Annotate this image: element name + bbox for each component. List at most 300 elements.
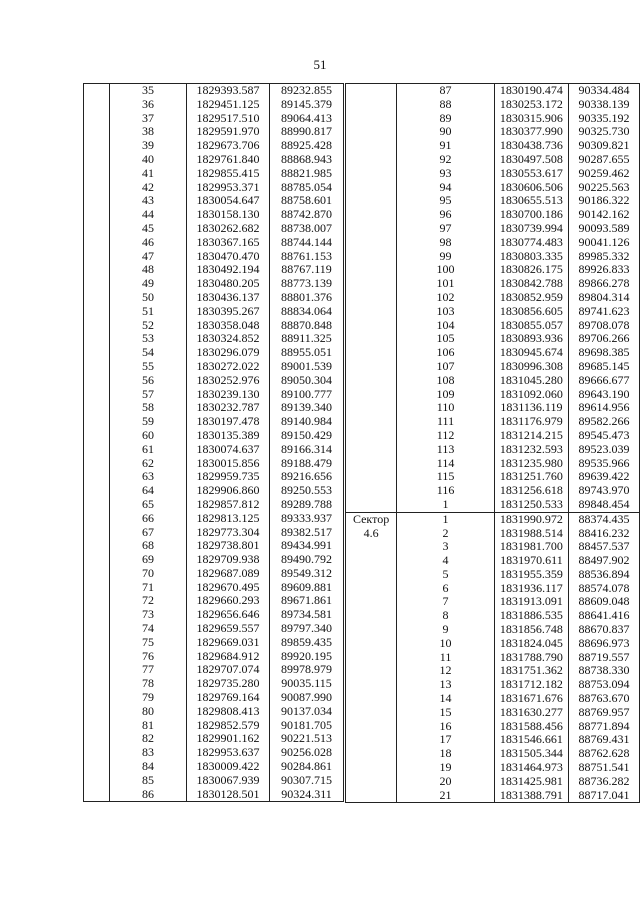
y-coordinate: 88536.894	[568, 568, 639, 582]
point-number: 42	[110, 181, 187, 195]
y-coordinate: 90309.821	[568, 139, 639, 153]
x-coordinate: 1831788.790	[494, 651, 568, 665]
y-coordinate: 89100.777	[270, 388, 344, 402]
point-number: 84	[110, 760, 187, 774]
table-row	[84, 319, 344, 333]
y-coordinate: 88416.232	[568, 527, 639, 541]
point-number: 116	[397, 484, 495, 498]
y-coordinate: 89150.429	[270, 429, 344, 443]
y-coordinate: 90307.715	[270, 774, 344, 788]
y-coordinate: 90324.311	[270, 788, 344, 802]
point-number: 70	[110, 567, 187, 581]
y-coordinate: 89545.473	[568, 429, 639, 443]
y-coordinate: 90335.192	[568, 112, 639, 126]
x-coordinate: 1829808.413	[187, 705, 270, 719]
x-coordinate: 1830655.513	[494, 194, 568, 208]
table-row	[84, 360, 344, 374]
point-number: 100	[397, 263, 495, 277]
y-coordinate: 89685.145	[568, 360, 639, 374]
y-coordinate: 89804.314	[568, 291, 639, 305]
table-row	[84, 636, 344, 650]
y-coordinate: 90221.513	[270, 732, 344, 746]
point-number: 88	[397, 98, 495, 112]
point-number: 102	[397, 291, 495, 305]
table-row	[84, 470, 344, 484]
point-number: 75	[110, 636, 187, 650]
y-coordinate: 89708.078	[568, 319, 639, 333]
x-coordinate: 1831630.277	[494, 706, 568, 720]
x-coordinate: 1830367.165	[187, 236, 270, 250]
x-coordinate: 1831214.215	[494, 429, 568, 443]
y-coordinate: 89145.379	[270, 98, 344, 112]
table-row	[84, 139, 344, 153]
x-coordinate: 1830324.852	[187, 332, 270, 346]
table-row	[84, 346, 344, 360]
y-coordinate: 88696.973	[568, 637, 639, 651]
point-number: 11	[397, 651, 495, 665]
point-number: 73	[110, 608, 187, 622]
point-number: 96	[397, 208, 495, 222]
y-coordinate: 89848.454	[568, 498, 639, 512]
x-coordinate: 1831990.972	[494, 512, 568, 526]
y-coordinate: 89734.581	[270, 608, 344, 622]
x-coordinate: 1831251.760	[494, 470, 568, 484]
table-row	[84, 194, 344, 208]
coordinates-table-left	[83, 83, 344, 802]
x-coordinate: 1830009.422	[187, 760, 270, 774]
x-coordinate: 1830842.788	[494, 277, 568, 291]
y-coordinate: 89985.332	[568, 250, 639, 264]
table-row	[84, 705, 344, 719]
y-coordinate: 88761.153	[270, 250, 344, 264]
x-coordinate: 1830470.470	[187, 250, 270, 264]
point-number: 79	[110, 691, 187, 705]
point-number: 87	[397, 84, 495, 98]
point-number: 59	[110, 415, 187, 429]
point-number: 54	[110, 346, 187, 360]
x-coordinate: 1830492.194	[187, 263, 270, 277]
y-coordinate: 88773.139	[270, 277, 344, 291]
y-coordinate: 90225.563	[568, 181, 639, 195]
x-coordinate: 1830067.939	[187, 774, 270, 788]
point-number: 20	[397, 775, 495, 789]
y-coordinate: 90041.126	[568, 236, 639, 250]
table-row	[84, 112, 344, 126]
point-number: 95	[397, 194, 495, 208]
point-number: 52	[110, 319, 187, 333]
y-coordinate: 88744.144	[270, 236, 344, 250]
x-coordinate: 1831886.535	[494, 609, 568, 623]
table-row	[84, 650, 344, 664]
point-number: 74	[110, 622, 187, 636]
x-coordinate: 1829670.495	[187, 581, 270, 595]
y-coordinate: 90137.034	[270, 705, 344, 719]
x-coordinate: 1830996.308	[494, 360, 568, 374]
y-coordinate: 89582.266	[568, 415, 639, 429]
x-coordinate: 1831092.060	[494, 388, 568, 402]
x-coordinate: 1831425.981	[494, 775, 568, 789]
y-coordinate: 88762.628	[568, 747, 639, 761]
point-number: 93	[397, 167, 495, 181]
point-number: 45	[110, 222, 187, 236]
x-coordinate: 1830377.990	[494, 125, 568, 139]
point-number: 50	[110, 291, 187, 305]
y-coordinate: 89333.937	[270, 512, 344, 526]
point-number: 89	[397, 112, 495, 126]
y-coordinate: 88763.670	[568, 692, 639, 706]
y-coordinate: 89166.314	[270, 443, 344, 457]
x-coordinate: 1831045.280	[494, 374, 568, 388]
point-number: 46	[110, 236, 187, 250]
y-coordinate: 89866.278	[568, 277, 639, 291]
y-coordinate: 89289.788	[270, 498, 344, 512]
x-coordinate: 1831913.091	[494, 595, 568, 609]
y-coordinate: 89139.340	[270, 401, 344, 415]
table-row	[84, 332, 344, 346]
point-number: 35	[110, 84, 187, 98]
y-coordinate: 89523.039	[568, 443, 639, 457]
x-coordinate: 1830253.172	[494, 98, 568, 112]
y-coordinate: 88738.330	[568, 664, 639, 678]
y-coordinate: 89549.312	[270, 567, 344, 581]
page-number: 51	[313, 57, 327, 72]
x-coordinate: 1831546.661	[494, 733, 568, 747]
point-number: 64	[110, 484, 187, 498]
y-coordinate: 89609.881	[270, 581, 344, 595]
x-coordinate: 1829659.557	[187, 622, 270, 636]
y-coordinate: 90181.705	[270, 719, 344, 733]
x-coordinate: 1831235.980	[494, 457, 568, 471]
point-number: 15	[397, 706, 495, 720]
x-coordinate: 1830497.508	[494, 153, 568, 167]
y-coordinate: 88925.428	[270, 139, 344, 153]
table-row	[84, 622, 344, 636]
table-row	[84, 539, 344, 553]
x-coordinate: 1831505.344	[494, 747, 568, 761]
x-coordinate: 1831988.514	[494, 527, 568, 541]
y-coordinate: 88641.416	[568, 609, 639, 623]
y-coordinate: 90325.730	[568, 125, 639, 139]
x-coordinate: 1830232.787	[187, 401, 270, 415]
sector-label	[346, 512, 397, 803]
x-coordinate: 1830436.137	[187, 291, 270, 305]
point-number: 4	[397, 554, 495, 568]
y-coordinate: 89382.517	[270, 526, 344, 540]
table-row	[84, 746, 344, 760]
point-number: 67	[110, 526, 187, 540]
y-coordinate: 89188.479	[270, 457, 344, 471]
point-number: 90	[397, 125, 495, 139]
point-number: 101	[397, 277, 495, 291]
point-number: 66	[110, 512, 187, 526]
table-row	[84, 250, 344, 264]
x-coordinate: 1829773.304	[187, 526, 270, 540]
x-coordinate: 1830190.474	[494, 84, 568, 98]
x-coordinate: 1830272.022	[187, 360, 270, 374]
table-row	[84, 415, 344, 429]
point-number: 21	[397, 789, 495, 803]
y-coordinate: 88955.051	[270, 346, 344, 360]
y-coordinate: 89535.966	[568, 457, 639, 471]
point-number: 111	[397, 415, 495, 429]
y-coordinate: 88990.817	[270, 125, 344, 139]
x-coordinate: 1830239.130	[187, 388, 270, 402]
point-number: 65	[110, 498, 187, 512]
table-row	[84, 608, 344, 622]
point-number: 7	[397, 595, 495, 609]
y-coordinate: 88868.943	[270, 153, 344, 167]
x-coordinate: 1830197.478	[187, 415, 270, 429]
x-coordinate: 1830856.605	[494, 305, 568, 319]
y-coordinate: 89050.304	[270, 374, 344, 388]
point-number: 72	[110, 594, 187, 608]
x-coordinate: 1830015.856	[187, 457, 270, 471]
point-number: 62	[110, 457, 187, 471]
y-coordinate: 88751.541	[568, 761, 639, 775]
y-coordinate: 89706.266	[568, 332, 639, 346]
y-coordinate: 89639.422	[568, 470, 639, 484]
point-number: 78	[110, 677, 187, 691]
point-number: 44	[110, 208, 187, 222]
y-coordinate: 89614.956	[568, 401, 639, 415]
sector-label-line2: 4.6	[363, 525, 379, 540]
y-coordinate: 89001.539	[270, 360, 344, 374]
x-coordinate: 1830826.175	[494, 263, 568, 277]
y-coordinate: 89671.861	[270, 594, 344, 608]
table-row	[84, 305, 344, 319]
table-row	[84, 291, 344, 305]
sector-cell	[346, 84, 397, 513]
point-number: 48	[110, 263, 187, 277]
x-coordinate: 1829735.280	[187, 677, 270, 691]
point-number: 83	[110, 746, 187, 760]
point-number: 76	[110, 650, 187, 664]
x-coordinate: 1830774.483	[494, 236, 568, 250]
point-number: 37	[110, 112, 187, 126]
y-coordinate: 89232.855	[270, 84, 344, 98]
x-coordinate: 1831981.700	[494, 540, 568, 554]
point-number: 51	[110, 305, 187, 319]
table-row	[84, 181, 344, 195]
table-row	[84, 263, 344, 277]
table-row	[84, 167, 344, 181]
x-coordinate: 1830054.647	[187, 194, 270, 208]
point-number: 82	[110, 732, 187, 746]
y-coordinate: 90284.861	[270, 760, 344, 774]
table-row	[84, 484, 344, 498]
x-coordinate: 1829953.371	[187, 181, 270, 195]
x-coordinate: 1829857.812	[187, 498, 270, 512]
point-number: 56	[110, 374, 187, 388]
y-coordinate: 88801.376	[270, 291, 344, 305]
y-coordinate: 88769.957	[568, 706, 639, 720]
x-coordinate: 1830893.936	[494, 332, 568, 346]
point-number: 108	[397, 374, 495, 388]
y-coordinate: 89797.340	[270, 622, 344, 636]
point-number: 94	[397, 181, 495, 195]
y-coordinate: 88870.848	[270, 319, 344, 333]
x-coordinate: 1830395.267	[187, 305, 270, 319]
point-number: 1	[397, 498, 495, 512]
y-coordinate: 88771.894	[568, 720, 639, 734]
table-row	[84, 719, 344, 733]
point-number: 1	[397, 512, 495, 526]
x-coordinate: 1829761.840	[187, 153, 270, 167]
x-coordinate: 1830158.130	[187, 208, 270, 222]
point-number: 105	[397, 332, 495, 346]
y-coordinate: 88742.870	[270, 208, 344, 222]
y-coordinate: 89250.553	[270, 484, 344, 498]
table-row	[84, 222, 344, 236]
x-coordinate: 1829953.637	[187, 746, 270, 760]
x-coordinate: 1831955.359	[494, 568, 568, 582]
y-coordinate: 90035.115	[270, 677, 344, 691]
y-coordinate: 89666.677	[568, 374, 639, 388]
table-row	[84, 374, 344, 388]
table-row	[84, 153, 344, 167]
x-coordinate: 1830315.906	[494, 112, 568, 126]
sector-label-line1: Сектор	[352, 512, 390, 526]
point-number: 53	[110, 332, 187, 346]
x-coordinate: 1831824.045	[494, 637, 568, 651]
point-number: 71	[110, 581, 187, 595]
x-coordinate: 1831388.791	[494, 789, 568, 803]
table-row	[84, 677, 344, 691]
y-coordinate: 89743.970	[568, 484, 639, 498]
point-number: 104	[397, 319, 495, 333]
x-coordinate: 1830135.389	[187, 429, 270, 443]
table-row	[84, 512, 344, 526]
x-coordinate: 1830852.959	[494, 291, 568, 305]
coordinates-table-right	[345, 83, 640, 803]
x-coordinate: 1829959.735	[187, 470, 270, 484]
x-coordinate: 1830803.335	[494, 250, 568, 264]
table-row	[84, 208, 344, 222]
point-number: 68	[110, 539, 187, 553]
x-coordinate: 1831712.182	[494, 678, 568, 692]
y-coordinate: 89859.435	[270, 636, 344, 650]
table-row	[84, 277, 344, 291]
x-coordinate: 1831250.533	[494, 498, 568, 512]
point-number: 13	[397, 678, 495, 692]
point-number: 85	[110, 774, 187, 788]
x-coordinate: 1830606.506	[494, 181, 568, 195]
point-number: 55	[110, 360, 187, 374]
point-number: 91	[397, 139, 495, 153]
x-coordinate: 1831970.611	[494, 554, 568, 568]
y-coordinate: 90338.139	[568, 98, 639, 112]
point-number: 112	[397, 429, 495, 443]
y-coordinate: 88736.282	[568, 775, 639, 789]
point-number: 114	[397, 457, 495, 471]
y-coordinate: 89140.984	[270, 415, 344, 429]
x-coordinate: 1831588.456	[494, 720, 568, 734]
x-coordinate: 1829669.031	[187, 636, 270, 650]
x-coordinate: 1831256.618	[494, 484, 568, 498]
point-number: 39	[110, 139, 187, 153]
x-coordinate: 1830480.205	[187, 277, 270, 291]
y-coordinate: 88738.007	[270, 222, 344, 236]
y-coordinate: 89434.991	[270, 539, 344, 553]
x-coordinate: 1830438.736	[494, 139, 568, 153]
point-number: 99	[397, 250, 495, 264]
point-number: 92	[397, 153, 495, 167]
point-number: 12	[397, 664, 495, 678]
y-coordinate: 89741.623	[568, 305, 639, 319]
x-coordinate: 1831936.117	[494, 582, 568, 596]
y-coordinate: 88497.902	[568, 554, 639, 568]
point-number: 14	[397, 692, 495, 706]
y-coordinate: 89926.833	[568, 263, 639, 277]
point-number: 47	[110, 250, 187, 264]
y-coordinate: 88609.048	[568, 595, 639, 609]
x-coordinate: 1829687.089	[187, 567, 270, 581]
point-number: 16	[397, 720, 495, 734]
point-number: 38	[110, 125, 187, 139]
table-row	[84, 553, 344, 567]
y-coordinate: 90287.655	[568, 153, 639, 167]
y-coordinate: 90259.462	[568, 167, 639, 181]
x-coordinate: 1831856.748	[494, 623, 568, 637]
table-row	[84, 732, 344, 746]
y-coordinate: 89490.792	[270, 553, 344, 567]
point-number: 113	[397, 443, 495, 457]
point-number: 41	[110, 167, 187, 181]
x-coordinate: 1829769.164	[187, 691, 270, 705]
x-coordinate: 1830358.048	[187, 319, 270, 333]
x-coordinate: 1829451.125	[187, 98, 270, 112]
table-row	[84, 581, 344, 595]
x-coordinate: 1831232.593	[494, 443, 568, 457]
y-coordinate: 90087.990	[270, 691, 344, 705]
table-row	[84, 236, 344, 250]
table-row	[84, 457, 344, 471]
x-coordinate: 1831751.362	[494, 664, 568, 678]
point-number: 107	[397, 360, 495, 374]
y-coordinate: 88717.041	[568, 789, 639, 803]
x-coordinate: 1829901.162	[187, 732, 270, 746]
point-number: 36	[110, 98, 187, 112]
table-row	[84, 663, 344, 677]
point-number: 5	[397, 568, 495, 582]
sector-cell	[84, 84, 110, 802]
table-row	[84, 774, 344, 788]
point-number: 69	[110, 553, 187, 567]
x-coordinate: 1831464.973	[494, 761, 568, 775]
y-coordinate: 88719.557	[568, 651, 639, 665]
x-coordinate: 1829852.579	[187, 719, 270, 733]
point-number: 18	[397, 747, 495, 761]
table-row	[84, 84, 344, 98]
y-coordinate: 88574.078	[568, 582, 639, 596]
x-coordinate: 1829709.938	[187, 553, 270, 567]
point-number: 10	[397, 637, 495, 651]
table-row	[84, 760, 344, 774]
point-number: 3	[397, 540, 495, 554]
x-coordinate: 1829591.970	[187, 125, 270, 139]
table-row	[84, 567, 344, 581]
point-number: 103	[397, 305, 495, 319]
x-coordinate: 1830700.186	[494, 208, 568, 222]
y-coordinate: 89698.385	[568, 346, 639, 360]
x-coordinate: 1831136.119	[494, 401, 568, 415]
point-number: 86	[110, 788, 187, 802]
x-coordinate: 1830128.501	[187, 788, 270, 802]
table-row	[84, 401, 344, 415]
point-number: 40	[110, 153, 187, 167]
point-number: 106	[397, 346, 495, 360]
table-row	[84, 125, 344, 139]
